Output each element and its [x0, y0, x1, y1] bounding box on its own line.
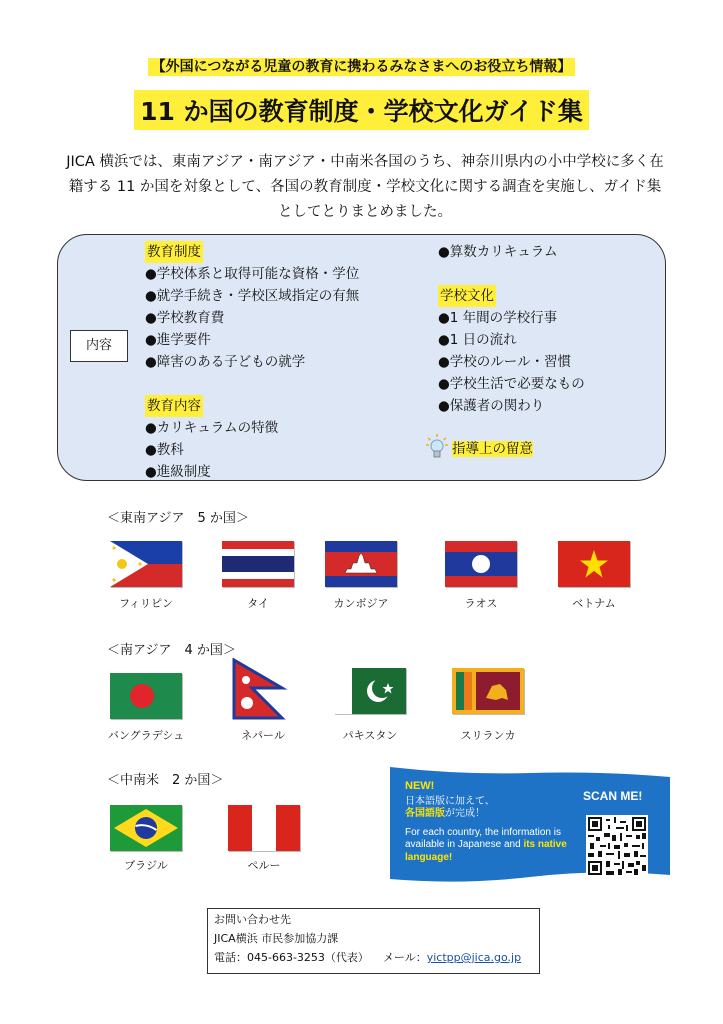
contact-email-link[interactable]: yictpp@jica.go.jp	[426, 951, 522, 964]
country-name-thailand: タイ	[247, 597, 269, 610]
culture-item: ●学校生活で必要なもの	[438, 376, 585, 392]
nepal-flag-icon	[232, 658, 288, 720]
contact-phone: 電話：045-663-3253（代表）	[214, 951, 369, 964]
culture-item: ●学校のルール・習慣	[438, 354, 572, 370]
flyer-subtitle-text: 【外国につながる児童の教育に携わるみなさまへのお役立ち情報】	[148, 58, 576, 76]
contact-mail-label: メール：	[382, 951, 427, 964]
education-item: ●教科	[145, 442, 184, 458]
country-name-vietnam: ベトナム	[572, 597, 616, 610]
philippines-flag-icon	[110, 541, 182, 587]
laos-flag-icon	[445, 541, 517, 587]
qr-code[interactable]	[586, 815, 648, 877]
banner-en-text: For each country, the information is available in Japanese and	[405, 826, 561, 850]
srilanka-flag-icon	[452, 668, 524, 714]
math-item: ●算数カリキュラム	[438, 244, 558, 260]
flyer-subtitle	[0, 56, 723, 76]
region-latin-america: ＜中南米 2 か国＞	[107, 773, 224, 788]
region-south-asia: ＜南アジア 4 か国＞	[107, 643, 236, 658]
system-item: ●就学手続き・学校区域指定の有無	[145, 288, 360, 304]
school-culture-heading: 学校文化	[438, 285, 496, 307]
lightbulb-icon	[426, 434, 448, 460]
culture-item: ●1 日の流れ	[438, 332, 517, 348]
country-name-laos: ラオス	[464, 597, 498, 610]
culture-item: ●1 年間の学校行事	[438, 310, 558, 326]
contact-heading: お問い合わせ先	[214, 913, 291, 926]
cambodia-flag-icon	[325, 541, 397, 587]
education-item: ●進級制度	[145, 464, 211, 480]
peru-flag-icon	[228, 805, 300, 851]
country-name-peru: ペルー	[247, 859, 281, 872]
pakistan-flag-icon	[334, 668, 406, 714]
banner-en-highlight: its native language	[405, 839, 567, 863]
education-item: ●カリキュラムの特徴	[145, 420, 279, 436]
banner-jp-line3: が完成！	[445, 808, 485, 819]
banner-jp-highlight: 各国語版	[405, 808, 445, 819]
country-name-nepal: ネパール	[241, 729, 285, 742]
flyer-title-text: 11 か国の教育制度・学校文化ガイド集	[134, 90, 589, 130]
banner-en-end: !	[448, 851, 453, 863]
system-item: ●進学要件	[145, 332, 211, 348]
system-item: ●障害のある子どもの就学	[145, 354, 306, 370]
education-content-heading: 教育内容	[145, 395, 203, 417]
brazil-flag-icon	[110, 805, 182, 851]
banner-jp-line1: 日本語版に加えて、	[405, 795, 495, 807]
culture-item: ●保護者の関わり	[438, 398, 545, 414]
banner-new-label: NEW!	[405, 780, 435, 792]
contents-right-column	[438, 241, 585, 417]
contact-organization: JICA横浜 市民参加協力課	[214, 932, 339, 945]
country-name-srilanka: スリランカ	[460, 729, 516, 742]
scan-me-label: SCAN ME!	[583, 789, 643, 803]
flyer-title	[0, 90, 723, 130]
banner-text	[405, 780, 580, 864]
country-name-brazil: ブラジル	[124, 859, 168, 872]
contact-box	[207, 908, 540, 974]
country-name-philippines: フィリピン	[118, 597, 174, 610]
contents-left-column	[145, 241, 359, 483]
intro-paragraph: JICA 横浜では、東南アジア・南アジア・中南米各国のうち、神奈川県内の小中学校に多く在籍する 11 か国を対象として、各国の教育制度・学校文化に関する調査を実施し、ガイド集としてとりまとめました。	[66, 154, 664, 220]
country-name-bangladesh: バングラデシュ	[107, 729, 185, 742]
bangladesh-flag-icon	[110, 673, 182, 719]
country-name-cambodia: カンボジア	[333, 597, 389, 610]
country-name-pakistan: パキスタン	[342, 729, 398, 742]
system-item: ●学校体系と取得可能な資格・学位	[145, 266, 360, 282]
contents-label: 内容	[70, 330, 128, 362]
guidance-heading	[452, 437, 533, 457]
region-southeast-asia: ＜東南アジア 5 か国＞	[107, 511, 249, 526]
vietnam-flag-icon	[558, 541, 630, 587]
thailand-flag-icon	[222, 541, 294, 587]
guidance-text: 指導上の留意	[452, 441, 533, 457]
education-system-heading: 教育制度	[145, 241, 203, 263]
system-item: ●学校教育費	[145, 310, 225, 326]
